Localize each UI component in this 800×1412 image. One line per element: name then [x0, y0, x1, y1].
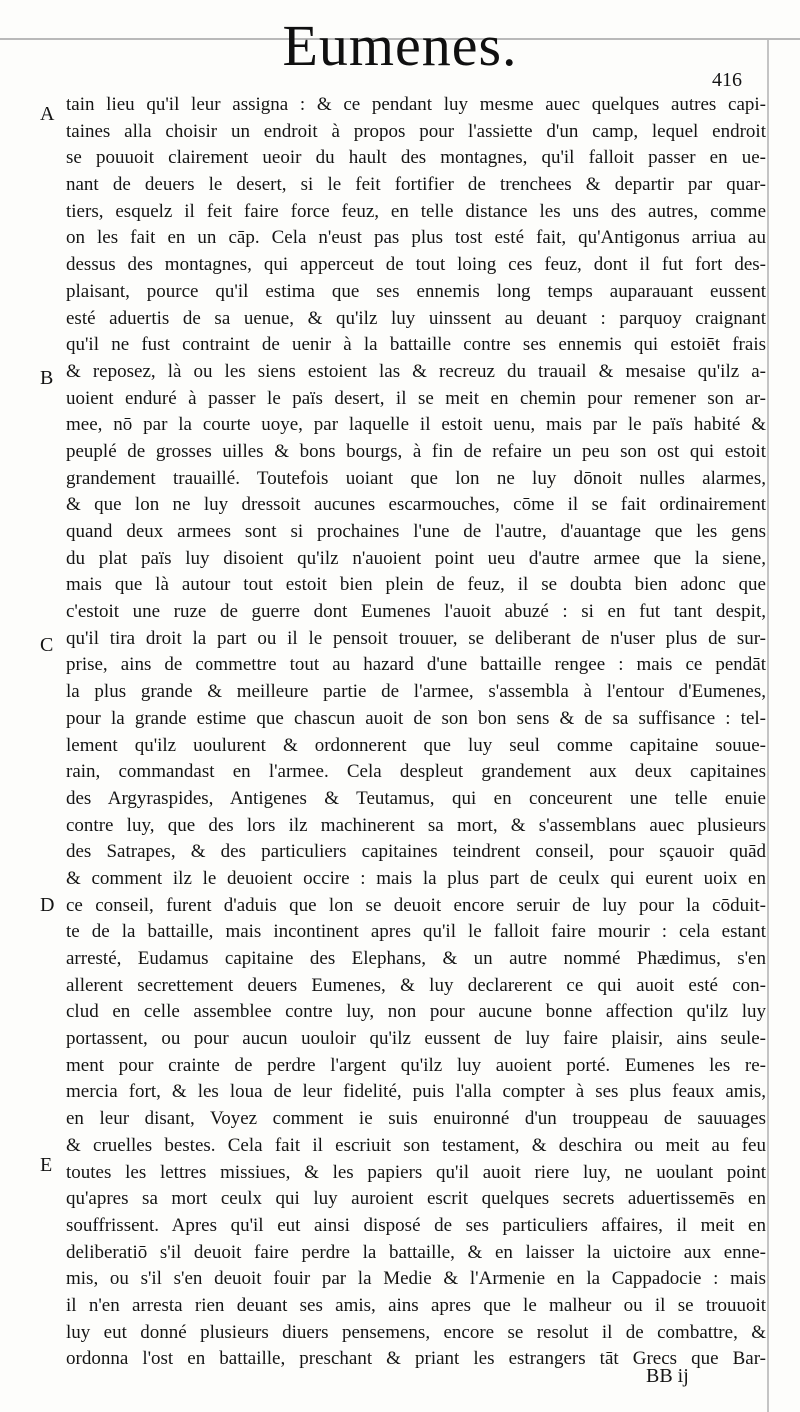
text-line: taines alla choisir un endroit à propos pour l'assiette d'un camp, lequel endroit [66, 120, 766, 142]
text-line: qu'apres sa mort ceulx qui luy auroient escrit quelques secrets aduertissemēs en [66, 1188, 766, 1210]
text-line: des Satrapes, & des particuliers capitaines teindrent conseil, pour sçauoir quād [66, 841, 766, 863]
text-line: clud en celle assemblee contre luy, non pour aucune bonne affection qu'ilz luy [66, 1001, 766, 1023]
text-line: & comment ilz le deuoient occire : mais la plus part de ceulx qui eurent uoix en [66, 867, 766, 889]
body-text [66, 92, 766, 1373]
text-line: dessus des montagnes, qui apperceut de tout loing ces feuz, dont il fut fort des- [66, 254, 766, 276]
text-line: uoient enduré à passer le païs desert, il se meit en chemin pour remener son ar- [66, 387, 766, 409]
text-line: qu'il tira droit la part ou il le pensoit trouuer, se deliberant de n'user plus de sur- [66, 627, 766, 649]
text-line: c'estoit une ruze de guerre dont Eumenes l'auoit abuzé : si en fut tant despit, [66, 601, 766, 623]
text-line: lement qu'ilz uoulurent & ordonnerent que luy seul comme capitaine souue- [66, 734, 766, 756]
text-line: ce conseil, furent d'aduis que lon se deuoit encore seruir de luy pour la cōduit- [66, 894, 766, 916]
page-edge-rule [767, 40, 769, 1412]
text-line: & cruelles bestes. Cela fait il escriuit son testament, & deschira ou meit au feu [66, 1134, 766, 1156]
text-line: contre luy, que des lors ilz machinerent sa mort, & s'assemblans auec plusieurs [66, 814, 766, 836]
text-line: prise, ains de commettre tout au hazard d'une battaille rengee : mais ce pendāt [66, 654, 766, 676]
text-line: portassent, ou pour aucun uouloir qu'ilz eussent de luy faire plaisir, ains seule- [66, 1028, 766, 1050]
text-line: tain lieu qu'il leur assigna : & ce pendant luy mesme auec quelques autres capi- [66, 94, 766, 115]
text-line: du plat païs luy disoient qu'ilz n'auoient point ueu d'autre armee que la siene, [66, 547, 766, 569]
margin-letter-b: B [40, 367, 54, 389]
text-line: luy eut donné plusieurs diuers pensemens, encore se resolut il de combattre, & [66, 1321, 766, 1343]
text-line: qu'il ne fust contraint de uenir à la battaille contre ses ennemis qui estoiēt frais [66, 334, 766, 356]
text-line: esté aduertis de sa uenue, & qu'ilz luy uinssent au deuant : parquoy craignant [66, 307, 766, 329]
text-line: & que lon ne luy dressoit aucunes escarmouches, cōme il se fait ordinairement [66, 494, 766, 516]
text-line: mis, ou s'il s'en deuoit fouir par la Medie & l'Armenie en la Cappadocie : mais [66, 1268, 766, 1290]
text-line: nant de deuers le desert, si le feit fortifier de trenchees & departir par quar- [66, 174, 766, 196]
margin-letter-c: C [40, 634, 54, 656]
page-number: 416 [712, 69, 742, 91]
text-line: se pouuoit clairement ueoir du hault des montagnes, qu'il falloit passer en ue- [66, 147, 766, 169]
margin-letter-a: A [40, 103, 55, 125]
text-line: ordonna l'ost en battaille, preschant & priant les estrangers tāt Grecs que Bar- [66, 1348, 766, 1370]
text-line: & reposez, là ou les siens estoient las & recreuz du trauail & mesaise qu'ilz a- [66, 360, 766, 382]
text-line: quand deux armees sont si prochaines l'une de l'autre, d'auantage que les gens [66, 521, 766, 542]
margin-letter-e: E [40, 1154, 53, 1176]
text-line: des Argyraspides, Antigenes & Teutamus, qui en conceurent une telle enuie [66, 787, 766, 809]
text-line: allerent secrettement deuers Eumenes, & luy declarerent ce qui auoit esté con- [66, 974, 766, 996]
text-line: en leur disant, Voyez comment ie suis enuironné d'un trouppeau de sauuages [66, 1108, 766, 1130]
text-line: ment pour crainte de perdre l'argent qu'ilz luy auoient porté. Eumenes les re- [66, 1054, 766, 1076]
text-line: on les fait en un cāp. Cela n'eust pas plus tost esté fait, qu'Antigonus arriua au [66, 227, 766, 249]
text-line: plaisant, pource qu'il estima que ses ennemis long temps auparauant eussent [66, 280, 766, 302]
signature-mark: BB ij [646, 1365, 689, 1387]
text-line: mais que là autour tout estoit bien plein de feuz, il se doubta bien adonc que [66, 574, 766, 596]
running-title: Eumenes. [282, 13, 518, 78]
text-line: souffrissent. Apres qu'il eut ainsi disposé de ses particuliers affaires, il meit en [66, 1214, 766, 1236]
text-line: te de la battaille, mais incontinent apres qu'il le falloit faire mourir : cela estant [66, 921, 766, 943]
text-line: il n'en arresta rien deuant ses amis, ains apres que le malheur ou il se trouuoit [66, 1294, 766, 1316]
text-line: mee, nō par la courte uoye, par laquelle il estoit uenu, mais par le païs habité & [66, 414, 766, 436]
text-line: pour la grande estime que chascun auoit de son bon sens & de sa suffisance : tel- [66, 707, 766, 729]
text-line: deliberatiō s'il deuoit faire perdre la battaille, & en laisser la uictoire aux enne- [66, 1241, 766, 1263]
text-line: tiers, esquelz il feit faire force feuz, en telle distance les uns des autres, comme [66, 200, 766, 222]
text-line: rain, commandast en l'armee. Cela despleut grandement aux deux capitaines [66, 761, 766, 783]
margin-letter-d: D [40, 894, 55, 916]
text-line: mercia fort, & les loua de leur fidelité, puis l'alla compter à ses plus feaux amis, [66, 1081, 766, 1103]
text-line: peuplé de grosses uilles & bons bourgs, à fin de refaire un peu son ost qui estoit [66, 440, 766, 462]
text-line: toutes les lettres missiues, & les papiers qu'il auoit riere luy, ne uoulant point [66, 1161, 766, 1183]
text-line: arresté, Eudamus capitaine des Elephans, & un autre nommé Phædimus, s'en [66, 948, 766, 969]
text-line: la plus grande & meilleure partie de l'armee, s'assembla à l'entour d'Eumenes, [66, 681, 766, 703]
text-line: grandement trauaillé. Toutefois uoiant que lon ne luy dōnoit nulles alarmes, [66, 467, 766, 489]
